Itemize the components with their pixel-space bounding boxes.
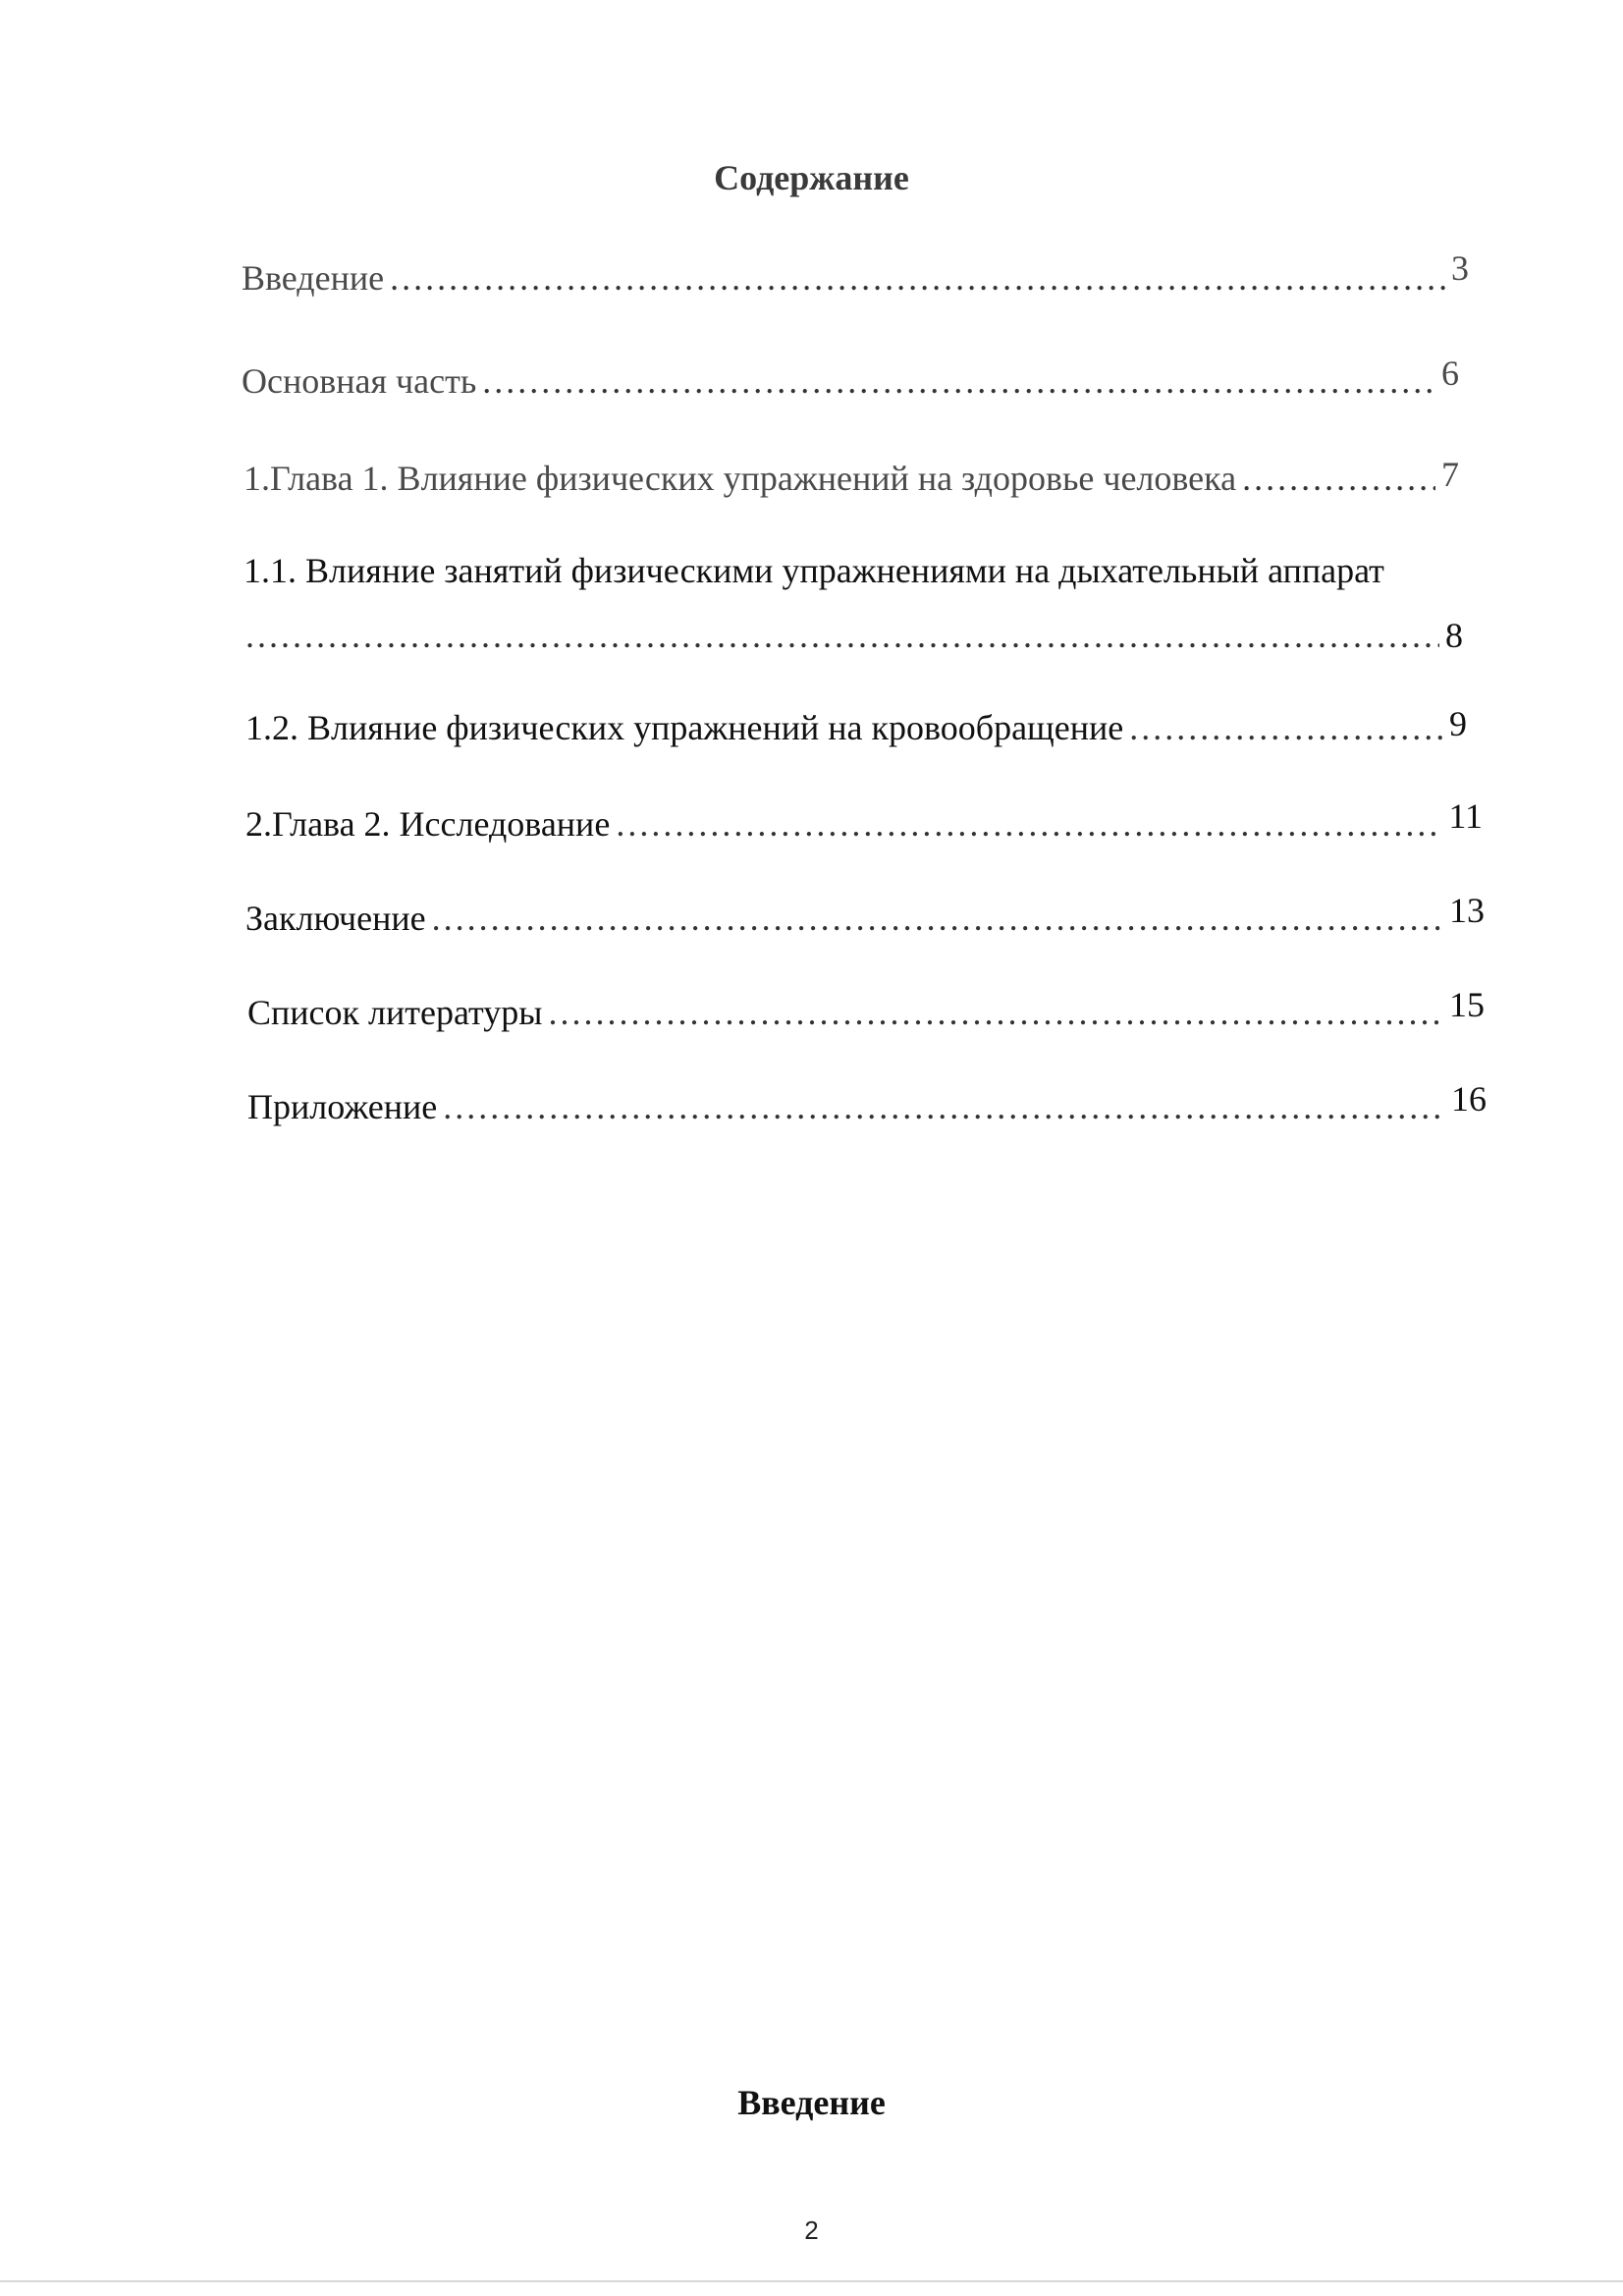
toc-leader-dots — [1242, 458, 1435, 499]
toc-entry-page: 15 — [1449, 985, 1485, 1024]
toc-entry — [243, 455, 1459, 499]
toc-entry-label: Список литературы — [247, 993, 543, 1032]
toc-entry — [245, 891, 1485, 939]
toc-entry — [245, 704, 1467, 748]
toc-entry — [247, 1079, 1487, 1127]
toc-entry-page: 8 — [1445, 616, 1463, 655]
toc-entry-label: Заключение — [245, 899, 426, 938]
toc-entry-page: 9 — [1449, 704, 1467, 743]
toc-entry-page: 13 — [1449, 891, 1485, 930]
toc-leader-dots — [1129, 707, 1443, 748]
toc-entry-page: 6 — [1441, 354, 1459, 393]
toc-leader-dots — [548, 992, 1443, 1033]
toc-entry — [242, 248, 1469, 299]
page-number: 2 — [804, 2215, 819, 2245]
toc-leader-dots — [616, 803, 1442, 845]
toc-leader-dots — [432, 898, 1443, 939]
toc-leader-dots — [390, 257, 1445, 299]
toc-entry-label: 1.1. Влияние занятий физическими упражнениями на дыхательный аппарат — [243, 551, 1384, 590]
scan-edge-line — [0, 2280, 1623, 2282]
toc-leader-dots — [482, 360, 1435, 402]
toc-entry-label: Основная часть — [242, 361, 477, 401]
toc-entry — [245, 615, 1463, 656]
toc-entry-label: 1.2. Влияние физических упражнений на кровообращение — [245, 708, 1124, 747]
toc-entry-label: Введение — [242, 258, 385, 298]
toc-entry-page: 7 — [1441, 455, 1459, 494]
toc-entry-page: 3 — [1451, 248, 1469, 288]
toc-leader-dots — [443, 1086, 1445, 1127]
toc-entry-label: 2.Глава 2. Исследование — [245, 804, 611, 844]
toc-entry — [247, 985, 1485, 1033]
section-heading: Введение — [737, 2083, 886, 2122]
toc-leader-dots — [245, 615, 1439, 656]
toc-entry-page: 11 — [1448, 796, 1483, 836]
toc-title: Содержание — [714, 158, 909, 197]
toc-entry-label: 1.Глава 1. Влияние физических упражнений на здоровье человека — [243, 459, 1237, 498]
toc-entry-page: 16 — [1451, 1079, 1487, 1119]
toc-entry — [242, 354, 1459, 402]
toc-entry-label: Приложение — [247, 1087, 438, 1126]
toc-entry — [245, 796, 1483, 845]
